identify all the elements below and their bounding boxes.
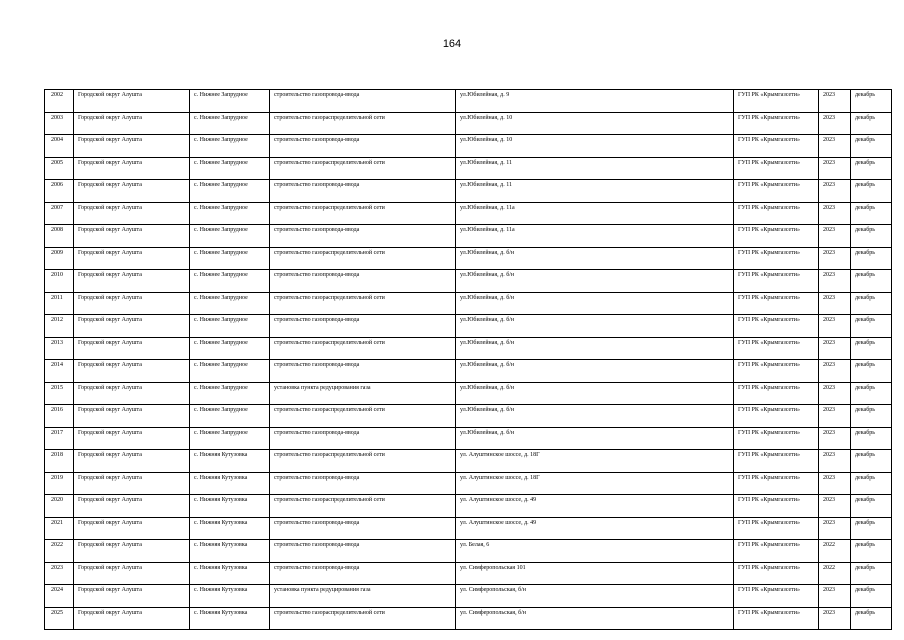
address-cell: ул. Алуштинское шоссе, д. 49 <box>456 517 734 540</box>
district-cell: Городской округ Алушта <box>74 315 190 338</box>
month-cell: декабрь <box>851 427 892 450</box>
settlement-cell: с. Нижнее Запрудное <box>190 360 270 383</box>
address-cell: ул. Симферопольская, б/н <box>456 585 734 608</box>
table-row <box>45 382 892 405</box>
year-cell: 2023 <box>819 517 851 540</box>
address-cell: ул.Юбилейная, д. 9 <box>456 90 734 113</box>
table-row <box>45 112 892 135</box>
work-type-cell: строительство газораспределительной сети <box>270 495 456 518</box>
organization-cell: ГУП РК «Крымгазсети» <box>734 607 819 630</box>
month-cell: декабрь <box>851 472 892 495</box>
district-cell: Городской округ Алушта <box>74 112 190 135</box>
row-number-cell: 2008 <box>45 225 74 248</box>
organization-cell: ГУП РК «Крымгазсети» <box>734 247 819 270</box>
organization-cell: ГУП РК «Крымгазсети» <box>734 112 819 135</box>
year-cell: 2023 <box>819 202 851 225</box>
table-row <box>45 90 892 113</box>
organization-cell: ГУП РК «Крымгазсети» <box>734 562 819 585</box>
organization-cell: ГУП РК «Крымгазсети» <box>734 517 819 540</box>
organization-cell: ГУП РК «Крымгазсети» <box>734 292 819 315</box>
work-type-cell: строительство газораспределительной сети <box>270 405 456 428</box>
month-cell: декабрь <box>851 315 892 338</box>
month-cell: декабрь <box>851 540 892 563</box>
table-row <box>45 180 892 203</box>
table-row <box>45 202 892 225</box>
address-cell: ул.Юбилейная, д. б/н <box>456 427 734 450</box>
table-row <box>45 360 892 383</box>
month-cell: декабрь <box>851 247 892 270</box>
year-cell: 2023 <box>819 157 851 180</box>
organization-cell: ГУП РК «Крымгазсети» <box>734 315 819 338</box>
work-type-cell: строительство газопровода-ввода <box>270 472 456 495</box>
work-type-cell: строительство газораспределительной сети <box>270 202 456 225</box>
month-cell: декабрь <box>851 405 892 428</box>
month-cell: декабрь <box>851 225 892 248</box>
work-type-cell: строительство газопровода-ввода <box>270 90 456 113</box>
table-row <box>45 450 892 473</box>
settlement-cell: с. Нижнее Запрудное <box>190 315 270 338</box>
work-type-cell: установка пункта редуцирования газа <box>270 382 456 405</box>
row-number-cell: 2003 <box>45 112 74 135</box>
year-cell: 2023 <box>819 585 851 608</box>
table-row <box>45 540 892 563</box>
year-cell: 2023 <box>819 247 851 270</box>
table-row <box>45 135 892 158</box>
row-number-cell: 2010 <box>45 270 74 293</box>
year-cell: 2022 <box>819 540 851 563</box>
settlement-cell: с. Нижняя Кутузовка <box>190 450 270 473</box>
row-number-cell: 2012 <box>45 315 74 338</box>
settlement-cell: с. Нижнее Запрудное <box>190 225 270 248</box>
table-row <box>45 157 892 180</box>
month-cell: декабрь <box>851 495 892 518</box>
month-cell: декабрь <box>851 607 892 630</box>
table-row <box>45 427 892 450</box>
table-row <box>45 405 892 428</box>
year-cell: 2023 <box>819 405 851 428</box>
address-cell: ул. Алуштинское шоссе, д. 49 <box>456 495 734 518</box>
district-cell: Городской округ Алушта <box>74 270 190 293</box>
year-cell: 2023 <box>819 337 851 360</box>
row-number-cell: 2019 <box>45 472 74 495</box>
district-cell: Городской округ Алушта <box>74 202 190 225</box>
settlement-cell: с. Нижнее Запрудное <box>190 180 270 203</box>
year-cell: 2022 <box>819 562 851 585</box>
work-type-cell: строительство газопровода-ввода <box>270 315 456 338</box>
row-number-cell: 2011 <box>45 292 74 315</box>
organization-cell: ГУП РК «Крымгазсети» <box>734 450 819 473</box>
row-number-cell: 2021 <box>45 517 74 540</box>
settlement-cell: с. Нижнее Запрудное <box>190 135 270 158</box>
address-cell: ул.Юбилейная, д. 11а <box>456 202 734 225</box>
month-cell: декабрь <box>851 90 892 113</box>
district-cell: Городской округ Алушта <box>74 562 190 585</box>
address-cell: ул.Юбилейная, д. б/н <box>456 270 734 293</box>
organization-cell: ГУП РК «Крымгазсети» <box>734 495 819 518</box>
settlement-cell: с. Нижнее Запрудное <box>190 427 270 450</box>
organization-cell: ГУП РК «Крымгазсети» <box>734 202 819 225</box>
month-cell: декабрь <box>851 270 892 293</box>
table-row <box>45 472 892 495</box>
address-cell: ул.Юбилейная, д. б/н <box>456 247 734 270</box>
gasification-table <box>44 89 892 630</box>
month-cell: декабрь <box>851 562 892 585</box>
district-cell: Городской округ Алушта <box>74 360 190 383</box>
row-number-cell: 2005 <box>45 157 74 180</box>
organization-cell: ГУП РК «Крымгазсети» <box>734 337 819 360</box>
month-cell: декабрь <box>851 585 892 608</box>
table-row <box>45 607 892 630</box>
year-cell: 2023 <box>819 225 851 248</box>
row-number-cell: 2025 <box>45 607 74 630</box>
organization-cell: ГУП РК «Крымгазсети» <box>734 382 819 405</box>
year-cell: 2023 <box>819 292 851 315</box>
settlement-cell: с. Нижнее Запрудное <box>190 337 270 360</box>
district-cell: Городской округ Алушта <box>74 540 190 563</box>
row-number-cell: 2009 <box>45 247 74 270</box>
table-row <box>45 225 892 248</box>
district-cell: Городской округ Алушта <box>74 585 190 608</box>
district-cell: Городской округ Алушта <box>74 382 190 405</box>
month-cell: декабрь <box>851 135 892 158</box>
month-cell: декабрь <box>851 292 892 315</box>
row-number-cell: 2022 <box>45 540 74 563</box>
work-type-cell: строительство газораспределительной сети <box>270 247 456 270</box>
work-type-cell: строительство газораспределительной сети <box>270 157 456 180</box>
year-cell: 2023 <box>819 315 851 338</box>
month-cell: декабрь <box>851 517 892 540</box>
settlement-cell: с. Нижнее Запрудное <box>190 382 270 405</box>
settlement-cell: с. Нижняя Кутузовка <box>190 540 270 563</box>
address-cell: ул.Юбилейная, д. б/н <box>456 337 734 360</box>
year-cell: 2023 <box>819 427 851 450</box>
year-cell: 2023 <box>819 180 851 203</box>
settlement-cell: с. Нижняя Кутузовка <box>190 472 270 495</box>
row-number-cell: 2007 <box>45 202 74 225</box>
district-cell: Городской округ Алушта <box>74 225 190 248</box>
organization-cell: ГУП РК «Крымгазсети» <box>734 135 819 158</box>
table-row <box>45 337 892 360</box>
table-row <box>45 562 892 585</box>
district-cell: Городской округ Алушта <box>74 472 190 495</box>
year-cell: 2023 <box>819 112 851 135</box>
work-type-cell: строительство газопровода-ввода <box>270 270 456 293</box>
settlement-cell: с. Нижнее Запрудное <box>190 112 270 135</box>
district-cell: Городской округ Алушта <box>74 337 190 360</box>
row-number-cell: 2020 <box>45 495 74 518</box>
row-number-cell: 2024 <box>45 585 74 608</box>
settlement-cell: с. Нижнее Запрудное <box>190 90 270 113</box>
address-cell: ул.Юбилейная, д. б/н <box>456 382 734 405</box>
organization-cell: ГУП РК «Крымгазсети» <box>734 270 819 293</box>
work-type-cell: строительство газораспределительной сети <box>270 337 456 360</box>
month-cell: декабрь <box>851 202 892 225</box>
table-row <box>45 247 892 270</box>
table-row <box>45 292 892 315</box>
row-number-cell: 2014 <box>45 360 74 383</box>
table-row <box>45 315 892 338</box>
settlement-cell: с. Нижнее Запрудное <box>190 405 270 428</box>
settlement-cell: с. Нижняя Кутузовка <box>190 562 270 585</box>
settlement-cell: с. Нижняя Кутузовка <box>190 585 270 608</box>
table-row <box>45 517 892 540</box>
page-number: 164 <box>442 38 462 50</box>
work-type-cell: строительство газопровода-ввода <box>270 517 456 540</box>
settlement-cell: с. Нижняя Кутузовка <box>190 517 270 540</box>
month-cell: декабрь <box>851 382 892 405</box>
district-cell: Городской округ Алушта <box>74 405 190 428</box>
address-cell: ул.Юбилейная, д. б/н <box>456 292 734 315</box>
district-cell: Городской округ Алушта <box>74 90 190 113</box>
work-type-cell: строительство газопровода-ввода <box>270 562 456 585</box>
year-cell: 2023 <box>819 270 851 293</box>
table-row <box>45 495 892 518</box>
month-cell: декабрь <box>851 180 892 203</box>
organization-cell: ГУП РК «Крымгазсети» <box>734 90 819 113</box>
district-cell: Городской округ Алушта <box>74 607 190 630</box>
organization-cell: ГУП РК «Крымгазсети» <box>734 472 819 495</box>
row-number-cell: 2002 <box>45 90 74 113</box>
district-cell: Городской округ Алушта <box>74 157 190 180</box>
work-type-cell: строительство газопровода-ввода <box>270 540 456 563</box>
row-number-cell: 2017 <box>45 427 74 450</box>
month-cell: декабрь <box>851 157 892 180</box>
organization-cell: ГУП РК «Крымгазсети» <box>734 225 819 248</box>
settlement-cell: с. Нижнее Запрудное <box>190 202 270 225</box>
address-cell: ул.Юбилейная, д. 11а <box>456 225 734 248</box>
month-cell: декабрь <box>851 337 892 360</box>
work-type-cell: строительство газопровода-ввода <box>270 360 456 383</box>
settlement-cell: с. Нижнее Запрудное <box>190 270 270 293</box>
address-cell: ул.Юбилейная, д. б/н <box>456 360 734 383</box>
year-cell: 2023 <box>819 382 851 405</box>
work-type-cell: строительство газопровода-ввода <box>270 180 456 203</box>
address-cell: ул. Алуштинское шоссе, д. 18Г <box>456 472 734 495</box>
settlement-cell: с. Нижняя Кутузовка <box>190 495 270 518</box>
district-cell: Городской округ Алушта <box>74 135 190 158</box>
organization-cell: ГУП РК «Крымгазсети» <box>734 405 819 428</box>
work-type-cell: установка пункта редуцирования газа <box>270 585 456 608</box>
row-number-cell: 2015 <box>45 382 74 405</box>
address-cell: ул. Белая, 6 <box>456 540 734 563</box>
district-cell: Городской округ Алушта <box>74 427 190 450</box>
address-cell: ул.Юбилейная, д. 10 <box>456 112 734 135</box>
organization-cell: ГУП РК «Крымгазсети» <box>734 360 819 383</box>
year-cell: 2023 <box>819 607 851 630</box>
settlement-cell: с. Нижнее Запрудное <box>190 157 270 180</box>
row-number-cell: 2004 <box>45 135 74 158</box>
month-cell: декабрь <box>851 112 892 135</box>
year-cell: 2023 <box>819 495 851 518</box>
district-cell: Городской округ Алушта <box>74 450 190 473</box>
year-cell: 2023 <box>819 360 851 383</box>
month-cell: декабрь <box>851 360 892 383</box>
work-type-cell: строительство газораспределительной сети <box>270 607 456 630</box>
district-cell: Городской округ Алушта <box>74 517 190 540</box>
settlement-cell: с. Нижнее Запрудное <box>190 292 270 315</box>
work-type-cell: строительство газораспределительной сети <box>270 450 456 473</box>
address-cell: ул.Юбилейная, д. 10 <box>456 135 734 158</box>
work-type-cell: строительство газопровода-ввода <box>270 427 456 450</box>
work-type-cell: строительство газопровода-ввода <box>270 135 456 158</box>
work-type-cell: строительство газопровода-ввода <box>270 225 456 248</box>
address-cell: ул.Юбилейная, д. б/н <box>456 405 734 428</box>
address-cell: ул.Юбилейная, д. 11 <box>456 157 734 180</box>
year-cell: 2023 <box>819 450 851 473</box>
address-cell: ул.Юбилейная, д. 11 <box>456 180 734 203</box>
row-number-cell: 2006 <box>45 180 74 203</box>
table-row <box>45 270 892 293</box>
row-number-cell: 2016 <box>45 405 74 428</box>
table-row <box>45 585 892 608</box>
district-cell: Городской округ Алушта <box>74 292 190 315</box>
row-number-cell: 2013 <box>45 337 74 360</box>
address-cell: ул. Алуштинское шоссе, д. 18Г <box>456 450 734 473</box>
address-cell: ул. Симферопольская 101 <box>456 562 734 585</box>
organization-cell: ГУП РК «Крымгазсети» <box>734 157 819 180</box>
district-cell: Городской округ Алушта <box>74 180 190 203</box>
settlement-cell: с. Нижняя Кутузовка <box>190 607 270 630</box>
district-cell: Городской округ Алушта <box>74 495 190 518</box>
organization-cell: ГУП РК «Крымгазсети» <box>734 540 819 563</box>
year-cell: 2023 <box>819 472 851 495</box>
year-cell: 2023 <box>819 135 851 158</box>
settlement-cell: с. Нижнее Запрудное <box>190 247 270 270</box>
work-type-cell: строительство газораспределительной сети <box>270 292 456 315</box>
row-number-cell: 2018 <box>45 450 74 473</box>
row-number-cell: 2023 <box>45 562 74 585</box>
district-cell: Городской округ Алушта <box>74 247 190 270</box>
month-cell: декабрь <box>851 450 892 473</box>
organization-cell: ГУП РК «Крымгазсети» <box>734 427 819 450</box>
address-cell: ул.Юбилейная, д. б/н <box>456 315 734 338</box>
year-cell: 2023 <box>819 90 851 113</box>
address-cell: ул. Симферопольская, б/н <box>456 607 734 630</box>
work-type-cell: строительство газораспределительной сети <box>270 112 456 135</box>
organization-cell: ГУП РК «Крымгазсети» <box>734 585 819 608</box>
organization-cell: ГУП РК «Крымгазсети» <box>734 180 819 203</box>
